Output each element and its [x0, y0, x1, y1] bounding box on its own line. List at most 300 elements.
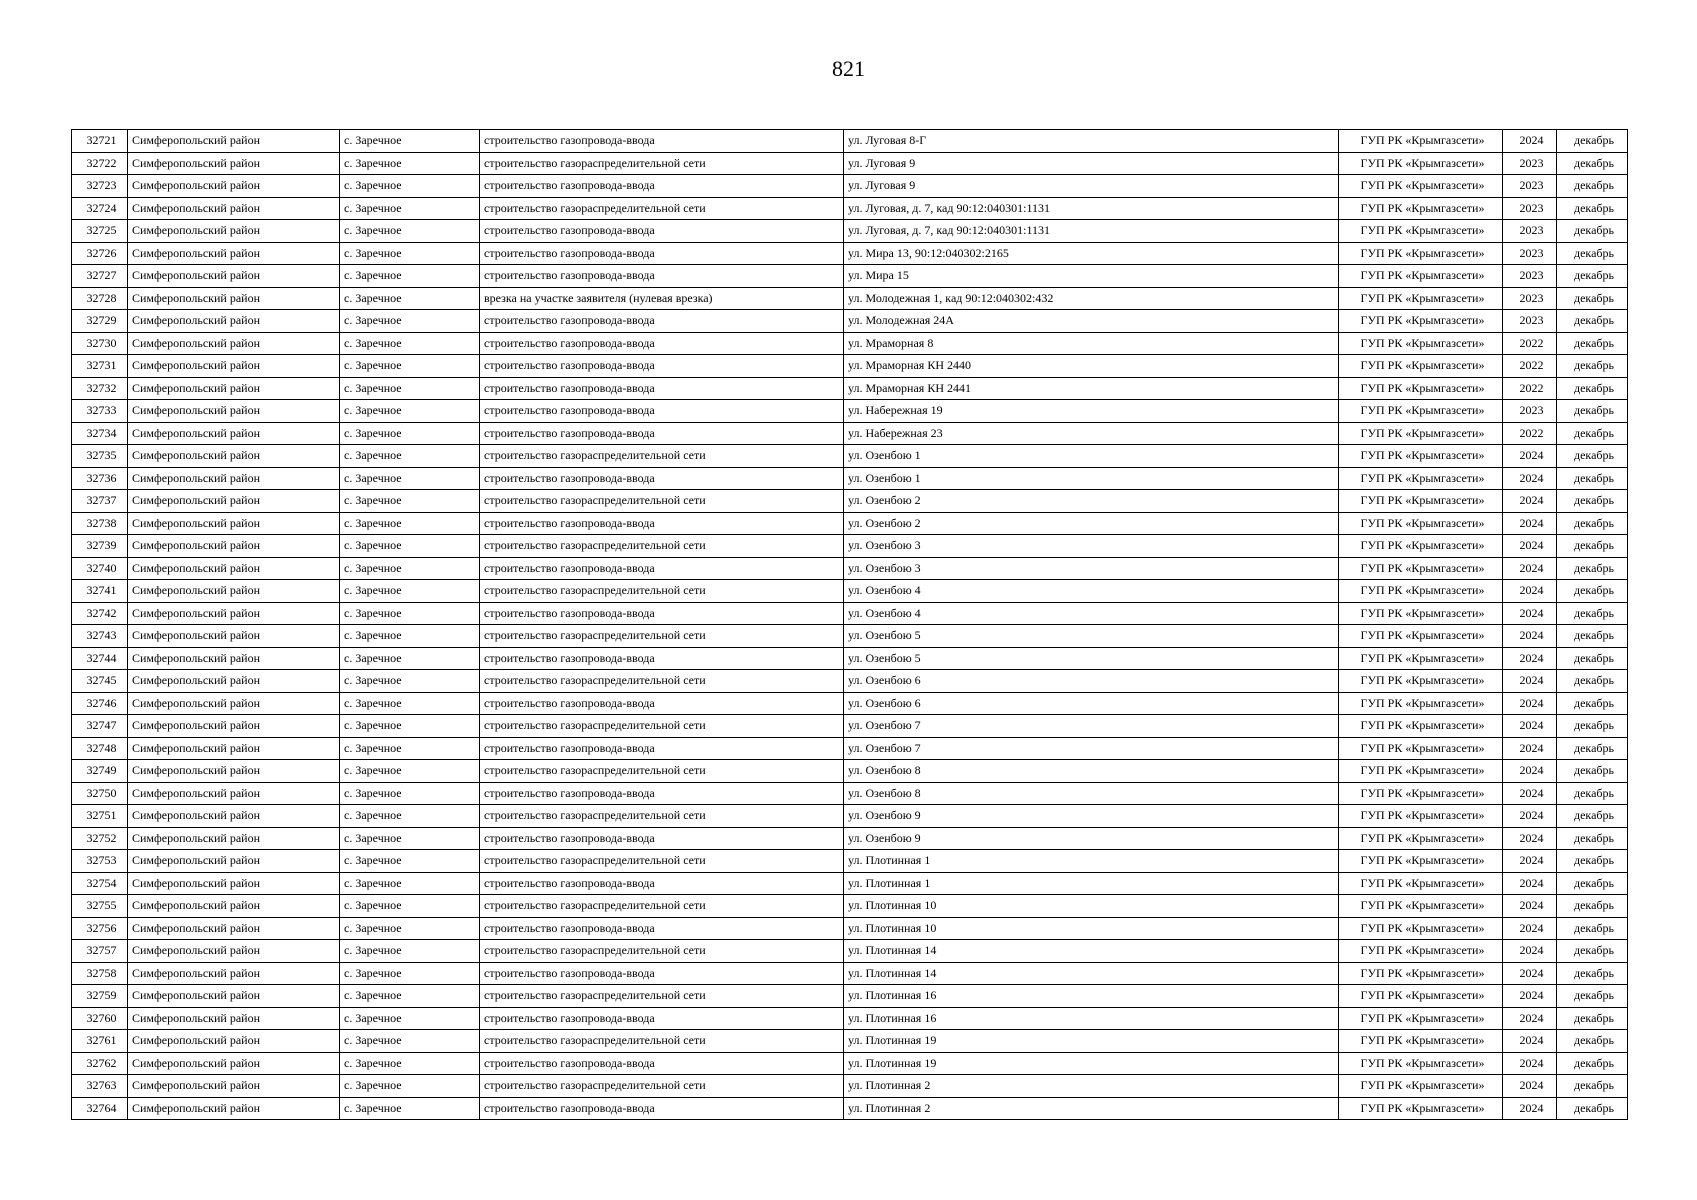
- work-type-cell: строительство газораспределительной сети: [480, 490, 844, 513]
- locality-cell: с. Заречное: [340, 692, 480, 715]
- table-row: [72, 985, 1628, 1008]
- record-number: 32762: [72, 1052, 128, 1075]
- address-cell: ул. Озенбою 2: [844, 490, 1339, 513]
- locality-cell: с. Заречное: [340, 355, 480, 378]
- work-type-cell: строительство газопровода-ввода: [480, 782, 844, 805]
- work-type-cell: строительство газопровода-ввода: [480, 962, 844, 985]
- address-cell: ул. Плотинная 10: [844, 895, 1339, 918]
- address-cell: ул. Плотинная 19: [844, 1030, 1339, 1053]
- year-cell: 2024: [1503, 760, 1557, 783]
- year-cell: 2024: [1503, 512, 1557, 535]
- district-cell: Симферопольский район: [128, 985, 340, 1008]
- address-cell: ул. Озенбою 1: [844, 445, 1339, 468]
- year-cell: 2023: [1503, 242, 1557, 265]
- operator-cell: ГУП РК «Крымгазсети»: [1339, 512, 1503, 535]
- locality-cell: с. Заречное: [340, 962, 480, 985]
- address-cell: ул. Плотинная 14: [844, 962, 1339, 985]
- address-cell: ул. Плотинная 2: [844, 1075, 1339, 1098]
- operator-cell: ГУП РК «Крымгазсети»: [1339, 805, 1503, 828]
- record-number: 32732: [72, 377, 128, 400]
- district-cell: Симферопольский район: [128, 445, 340, 468]
- district-cell: Симферопольский район: [128, 782, 340, 805]
- table-row: [72, 220, 1628, 243]
- month-cell: декабрь: [1557, 580, 1628, 603]
- work-type-cell: строительство газопровода-ввода: [480, 1097, 844, 1120]
- year-cell: 2024: [1503, 827, 1557, 850]
- address-cell: ул. Озенбою 8: [844, 782, 1339, 805]
- locality-cell: с. Заречное: [340, 445, 480, 468]
- address-cell: ул. Плотинная 19: [844, 1052, 1339, 1075]
- year-cell: 2024: [1503, 737, 1557, 760]
- operator-cell: ГУП РК «Крымгазсети»: [1339, 580, 1503, 603]
- year-cell: 2023: [1503, 310, 1557, 333]
- district-cell: Симферопольский район: [128, 962, 340, 985]
- month-cell: декабрь: [1557, 692, 1628, 715]
- year-cell: 2024: [1503, 490, 1557, 513]
- district-cell: Симферопольский район: [128, 197, 340, 220]
- address-cell: ул. Плотинная 2: [844, 1097, 1339, 1120]
- work-type-cell: строительство газопровода-ввода: [480, 377, 844, 400]
- work-type-cell: строительство газопровода-ввода: [480, 602, 844, 625]
- record-number: 32759: [72, 985, 128, 1008]
- table-row: [72, 400, 1628, 423]
- year-cell: 2024: [1503, 692, 1557, 715]
- year-cell: 2024: [1503, 1052, 1557, 1075]
- table-row: [72, 197, 1628, 220]
- work-type-cell: строительство газопровода-ввода: [480, 355, 844, 378]
- address-cell: ул. Озенбою 4: [844, 602, 1339, 625]
- district-cell: Симферопольский район: [128, 1075, 340, 1098]
- work-type-cell: строительство газораспределительной сети: [480, 580, 844, 603]
- year-cell: 2024: [1503, 580, 1557, 603]
- year-cell: 2024: [1503, 130, 1557, 153]
- locality-cell: с. Заречное: [340, 535, 480, 558]
- year-cell: 2024: [1503, 1030, 1557, 1053]
- district-cell: Симферопольский район: [128, 152, 340, 175]
- locality-cell: с. Заречное: [340, 760, 480, 783]
- year-cell: 2024: [1503, 647, 1557, 670]
- operator-cell: ГУП РК «Крымгазсети»: [1339, 872, 1503, 895]
- operator-cell: ГУП РК «Крымгазсети»: [1339, 760, 1503, 783]
- month-cell: декабрь: [1557, 715, 1628, 738]
- district-cell: Симферопольский район: [128, 310, 340, 333]
- operator-cell: ГУП РК «Крымгазсети»: [1339, 265, 1503, 288]
- record-number: 32734: [72, 422, 128, 445]
- year-cell: 2024: [1503, 872, 1557, 895]
- work-type-cell: строительство газопровода-ввода: [480, 692, 844, 715]
- work-type-cell: строительство газораспределительной сети: [480, 850, 844, 873]
- work-type-cell: строительство газораспределительной сети: [480, 1030, 844, 1053]
- district-cell: Симферопольский район: [128, 1052, 340, 1075]
- address-cell: ул. Озенбою 6: [844, 670, 1339, 693]
- record-number: 32736: [72, 467, 128, 490]
- table-row: [72, 355, 1628, 378]
- year-cell: 2023: [1503, 197, 1557, 220]
- year-cell: 2024: [1503, 602, 1557, 625]
- table-row: [72, 332, 1628, 355]
- table-row: [72, 1030, 1628, 1053]
- month-cell: декабрь: [1557, 220, 1628, 243]
- work-type-cell: строительство газопровода-ввода: [480, 400, 844, 423]
- table-row: [72, 152, 1628, 175]
- month-cell: декабрь: [1557, 310, 1628, 333]
- locality-cell: с. Заречное: [340, 737, 480, 760]
- month-cell: декабрь: [1557, 355, 1628, 378]
- month-cell: декабрь: [1557, 760, 1628, 783]
- district-cell: Симферопольский район: [128, 265, 340, 288]
- table-row: [72, 737, 1628, 760]
- locality-cell: с. Заречное: [340, 400, 480, 423]
- year-cell: 2022: [1503, 332, 1557, 355]
- work-type-cell: строительство газопровода-ввода: [480, 737, 844, 760]
- locality-cell: с. Заречное: [340, 917, 480, 940]
- district-cell: Симферопольский район: [128, 512, 340, 535]
- address-cell: ул. Луговая 9: [844, 152, 1339, 175]
- table-row: [72, 265, 1628, 288]
- record-number: 32730: [72, 332, 128, 355]
- table-row: [72, 760, 1628, 783]
- month-cell: декабрь: [1557, 377, 1628, 400]
- year-cell: 2024: [1503, 467, 1557, 490]
- operator-cell: ГУП РК «Крымгазсети»: [1339, 152, 1503, 175]
- month-cell: декабрь: [1557, 467, 1628, 490]
- locality-cell: с. Заречное: [340, 310, 480, 333]
- district-cell: Симферопольский район: [128, 647, 340, 670]
- month-cell: декабрь: [1557, 962, 1628, 985]
- locality-cell: с. Заречное: [340, 895, 480, 918]
- locality-cell: с. Заречное: [340, 1052, 480, 1075]
- record-number: 32761: [72, 1030, 128, 1053]
- month-cell: декабрь: [1557, 1007, 1628, 1030]
- month-cell: декабрь: [1557, 265, 1628, 288]
- district-cell: Симферопольский район: [128, 377, 340, 400]
- year-cell: 2024: [1503, 805, 1557, 828]
- work-type-cell: строительство газораспределительной сети: [480, 670, 844, 693]
- operator-cell: ГУП РК «Крымгазсети»: [1339, 310, 1503, 333]
- operator-cell: ГУП РК «Крымгазсети»: [1339, 625, 1503, 648]
- record-number: 32752: [72, 827, 128, 850]
- operator-cell: ГУП РК «Крымгазсети»: [1339, 197, 1503, 220]
- record-number: 32753: [72, 850, 128, 873]
- operator-cell: ГУП РК «Крымгазсети»: [1339, 130, 1503, 153]
- table-row: [72, 557, 1628, 580]
- operator-cell: ГУП РК «Крымгазсети»: [1339, 355, 1503, 378]
- address-cell: ул. Озенбою 3: [844, 557, 1339, 580]
- operator-cell: ГУП РК «Крымгазсети»: [1339, 377, 1503, 400]
- district-cell: Симферопольский район: [128, 130, 340, 153]
- district-cell: Симферопольский район: [128, 220, 340, 243]
- operator-cell: ГУП РК «Крымгазсети»: [1339, 400, 1503, 423]
- locality-cell: с. Заречное: [340, 197, 480, 220]
- operator-cell: ГУП РК «Крымгазсети»: [1339, 737, 1503, 760]
- address-cell: ул. Мраморная 8: [844, 332, 1339, 355]
- locality-cell: с. Заречное: [340, 647, 480, 670]
- address-cell: ул. Озенбою 9: [844, 805, 1339, 828]
- locality-cell: с. Заречное: [340, 377, 480, 400]
- locality-cell: с. Заречное: [340, 287, 480, 310]
- district-cell: Симферопольский район: [128, 580, 340, 603]
- work-type-cell: строительство газораспределительной сети: [480, 805, 844, 828]
- work-type-cell: строительство газораспределительной сети: [480, 985, 844, 1008]
- locality-cell: с. Заречное: [340, 1097, 480, 1120]
- table-row: [72, 805, 1628, 828]
- month-cell: декабрь: [1557, 1097, 1628, 1120]
- record-number: 32750: [72, 782, 128, 805]
- address-cell: ул. Озенбою 7: [844, 737, 1339, 760]
- year-cell: 2024: [1503, 962, 1557, 985]
- address-cell: ул. Мраморная КН 2441: [844, 377, 1339, 400]
- operator-cell: ГУП РК «Крымгазсети»: [1339, 1097, 1503, 1120]
- operator-cell: ГУП РК «Крымгазсети»: [1339, 827, 1503, 850]
- month-cell: декабрь: [1557, 917, 1628, 940]
- record-number: 32728: [72, 287, 128, 310]
- record-number: 32748: [72, 737, 128, 760]
- address-cell: ул. Луговая 9: [844, 175, 1339, 198]
- year-cell: 2024: [1503, 985, 1557, 1008]
- record-number: 32721: [72, 130, 128, 153]
- month-cell: декабрь: [1557, 197, 1628, 220]
- month-cell: декабрь: [1557, 557, 1628, 580]
- record-number: 32744: [72, 647, 128, 670]
- district-cell: Симферопольский район: [128, 355, 340, 378]
- locality-cell: с. Заречное: [340, 1075, 480, 1098]
- year-cell: 2023: [1503, 152, 1557, 175]
- month-cell: декабрь: [1557, 782, 1628, 805]
- table-row: [72, 1052, 1628, 1075]
- district-cell: Симферопольский район: [128, 692, 340, 715]
- work-type-cell: врезка на участке заявителя (нулевая врезка): [480, 287, 844, 310]
- district-cell: Симферопольский район: [128, 737, 340, 760]
- table-row: [72, 872, 1628, 895]
- month-cell: декабрь: [1557, 535, 1628, 558]
- operator-cell: ГУП РК «Крымгазсети»: [1339, 1052, 1503, 1075]
- table-row: [72, 895, 1628, 918]
- year-cell: 2023: [1503, 265, 1557, 288]
- record-number: 32735: [72, 445, 128, 468]
- work-type-cell: строительство газопровода-ввода: [480, 265, 844, 288]
- district-cell: Симферопольский район: [128, 422, 340, 445]
- district-cell: Симферопольский район: [128, 467, 340, 490]
- record-number: 32723: [72, 175, 128, 198]
- operator-cell: ГУП РК «Крымгазсети»: [1339, 467, 1503, 490]
- record-number: 32754: [72, 872, 128, 895]
- table-row: [72, 310, 1628, 333]
- locality-cell: с. Заречное: [340, 850, 480, 873]
- operator-cell: ГУП РК «Крымгазсети»: [1339, 422, 1503, 445]
- district-cell: Симферопольский район: [128, 490, 340, 513]
- table-row: [72, 512, 1628, 535]
- record-number: 32725: [72, 220, 128, 243]
- locality-cell: с. Заречное: [340, 1030, 480, 1053]
- month-cell: декабрь: [1557, 490, 1628, 513]
- month-cell: декабрь: [1557, 445, 1628, 468]
- locality-cell: с. Заречное: [340, 467, 480, 490]
- locality-cell: с. Заречное: [340, 715, 480, 738]
- address-cell: ул. Плотинная 16: [844, 1007, 1339, 1030]
- record-number: 32740: [72, 557, 128, 580]
- table-row: [72, 625, 1628, 648]
- work-type-cell: строительство газопровода-ввода: [480, 1052, 844, 1075]
- year-cell: 2023: [1503, 287, 1557, 310]
- table-row: [72, 1075, 1628, 1098]
- table-row: [72, 1097, 1628, 1120]
- record-number: 32724: [72, 197, 128, 220]
- locality-cell: с. Заречное: [340, 265, 480, 288]
- month-cell: декабрь: [1557, 625, 1628, 648]
- district-cell: Симферопольский район: [128, 242, 340, 265]
- operator-cell: ГУП РК «Крымгазсети»: [1339, 490, 1503, 513]
- district-cell: Симферопольский район: [128, 872, 340, 895]
- record-number: 32747: [72, 715, 128, 738]
- operator-cell: ГУП РК «Крымгазсети»: [1339, 1075, 1503, 1098]
- table-row: [72, 287, 1628, 310]
- record-number: 32749: [72, 760, 128, 783]
- year-cell: 2024: [1503, 1097, 1557, 1120]
- work-type-cell: строительство газораспределительной сети: [480, 715, 844, 738]
- year-cell: 2024: [1503, 850, 1557, 873]
- district-cell: Симферопольский район: [128, 602, 340, 625]
- year-cell: 2022: [1503, 377, 1557, 400]
- work-type-cell: строительство газораспределительной сети: [480, 445, 844, 468]
- address-cell: ул. Озенбою 3: [844, 535, 1339, 558]
- address-cell: ул. Молодежная 24А: [844, 310, 1339, 333]
- month-cell: декабрь: [1557, 872, 1628, 895]
- work-type-cell: строительство газопровода-ввода: [480, 242, 844, 265]
- work-type-cell: строительство газораспределительной сети: [480, 625, 844, 648]
- table-row: [72, 467, 1628, 490]
- table-row: [72, 535, 1628, 558]
- operator-cell: ГУП РК «Крымгазсети»: [1339, 287, 1503, 310]
- address-cell: ул. Озенбою 7: [844, 715, 1339, 738]
- table-row: [72, 670, 1628, 693]
- table-row: [72, 242, 1628, 265]
- operator-cell: ГУП РК «Крымгазсети»: [1339, 332, 1503, 355]
- year-cell: 2024: [1503, 940, 1557, 963]
- district-cell: Симферопольский район: [128, 917, 340, 940]
- locality-cell: с. Заречное: [340, 242, 480, 265]
- year-cell: 2024: [1503, 670, 1557, 693]
- address-cell: ул. Набережная 19: [844, 400, 1339, 423]
- work-type-cell: строительство газораспределительной сети: [480, 535, 844, 558]
- month-cell: декабрь: [1557, 332, 1628, 355]
- work-type-cell: строительство газораспределительной сети: [480, 1075, 844, 1098]
- record-number: 32763: [72, 1075, 128, 1098]
- operator-cell: ГУП РК «Крымгазсети»: [1339, 917, 1503, 940]
- month-cell: декабрь: [1557, 647, 1628, 670]
- record-number: 32758: [72, 962, 128, 985]
- table-row: [72, 602, 1628, 625]
- record-number: 32727: [72, 265, 128, 288]
- record-number: 32764: [72, 1097, 128, 1120]
- table-row: [72, 962, 1628, 985]
- locality-cell: с. Заречное: [340, 985, 480, 1008]
- district-cell: Симферопольский район: [128, 625, 340, 648]
- month-cell: декабрь: [1557, 512, 1628, 535]
- address-cell: ул. Озенбою 6: [844, 692, 1339, 715]
- locality-cell: с. Заречное: [340, 670, 480, 693]
- operator-cell: ГУП РК «Крымгазсети»: [1339, 782, 1503, 805]
- table-row: [72, 827, 1628, 850]
- district-cell: Симферопольский район: [128, 287, 340, 310]
- month-cell: декабрь: [1557, 130, 1628, 153]
- district-cell: Симферопольский район: [128, 535, 340, 558]
- work-type-cell: строительство газопровода-ввода: [480, 310, 844, 333]
- locality-cell: с. Заречное: [340, 152, 480, 175]
- address-cell: ул. Луговая, д. 7, кад 90:12:040301:1131: [844, 197, 1339, 220]
- work-type-cell: строительство газопровода-ввода: [480, 220, 844, 243]
- year-cell: 2024: [1503, 895, 1557, 918]
- registry-table: [71, 129, 1628, 1120]
- address-cell: ул. Озенбою 4: [844, 580, 1339, 603]
- year-cell: 2024: [1503, 445, 1557, 468]
- month-cell: декабрь: [1557, 1052, 1628, 1075]
- locality-cell: с. Заречное: [340, 872, 480, 895]
- record-number: 32756: [72, 917, 128, 940]
- work-type-cell: строительство газораспределительной сети: [480, 760, 844, 783]
- locality-cell: с. Заречное: [340, 175, 480, 198]
- table-row: [72, 580, 1628, 603]
- operator-cell: ГУП РК «Крымгазсети»: [1339, 535, 1503, 558]
- address-cell: ул. Озенбою 5: [844, 625, 1339, 648]
- month-cell: декабрь: [1557, 895, 1628, 918]
- record-number: 32746: [72, 692, 128, 715]
- record-number: 32722: [72, 152, 128, 175]
- month-cell: декабрь: [1557, 985, 1628, 1008]
- work-type-cell: строительство газопровода-ввода: [480, 872, 844, 895]
- record-number: 32745: [72, 670, 128, 693]
- district-cell: Симферопольский район: [128, 557, 340, 580]
- month-cell: декабрь: [1557, 602, 1628, 625]
- address-cell: ул. Мира 15: [844, 265, 1339, 288]
- operator-cell: ГУП РК «Крымгазсети»: [1339, 445, 1503, 468]
- table-row: [72, 377, 1628, 400]
- locality-cell: с. Заречное: [340, 130, 480, 153]
- address-cell: ул. Озенбою 2: [844, 512, 1339, 535]
- registry-body: [72, 130, 1628, 1120]
- operator-cell: ГУП РК «Крымгазсети»: [1339, 647, 1503, 670]
- month-cell: декабрь: [1557, 737, 1628, 760]
- month-cell: декабрь: [1557, 287, 1628, 310]
- month-cell: декабрь: [1557, 242, 1628, 265]
- address-cell: ул. Набережная 23: [844, 422, 1339, 445]
- table-row: [72, 692, 1628, 715]
- work-type-cell: строительство газопровода-ввода: [480, 557, 844, 580]
- address-cell: ул. Луговая 8-Г: [844, 130, 1339, 153]
- locality-cell: с. Заречное: [340, 220, 480, 243]
- work-type-cell: строительство газопровода-ввода: [480, 332, 844, 355]
- table-row: [72, 130, 1628, 153]
- locality-cell: с. Заречное: [340, 940, 480, 963]
- work-type-cell: строительство газопровода-ввода: [480, 1007, 844, 1030]
- work-type-cell: строительство газопровода-ввода: [480, 467, 844, 490]
- record-number: 32737: [72, 490, 128, 513]
- address-cell: ул. Озенбою 8: [844, 760, 1339, 783]
- locality-cell: с. Заречное: [340, 557, 480, 580]
- district-cell: Симферопольский район: [128, 895, 340, 918]
- month-cell: декабрь: [1557, 1030, 1628, 1053]
- locality-cell: с. Заречное: [340, 332, 480, 355]
- year-cell: 2024: [1503, 1075, 1557, 1098]
- record-number: 32731: [72, 355, 128, 378]
- record-number: 32757: [72, 940, 128, 963]
- record-number: 32729: [72, 310, 128, 333]
- operator-cell: ГУП РК «Крымгазсети»: [1339, 670, 1503, 693]
- table-row: [72, 782, 1628, 805]
- address-cell: ул. Плотинная 16: [844, 985, 1339, 1008]
- table-row: [72, 490, 1628, 513]
- operator-cell: ГУП РК «Крымгазсети»: [1339, 692, 1503, 715]
- year-cell: 2024: [1503, 625, 1557, 648]
